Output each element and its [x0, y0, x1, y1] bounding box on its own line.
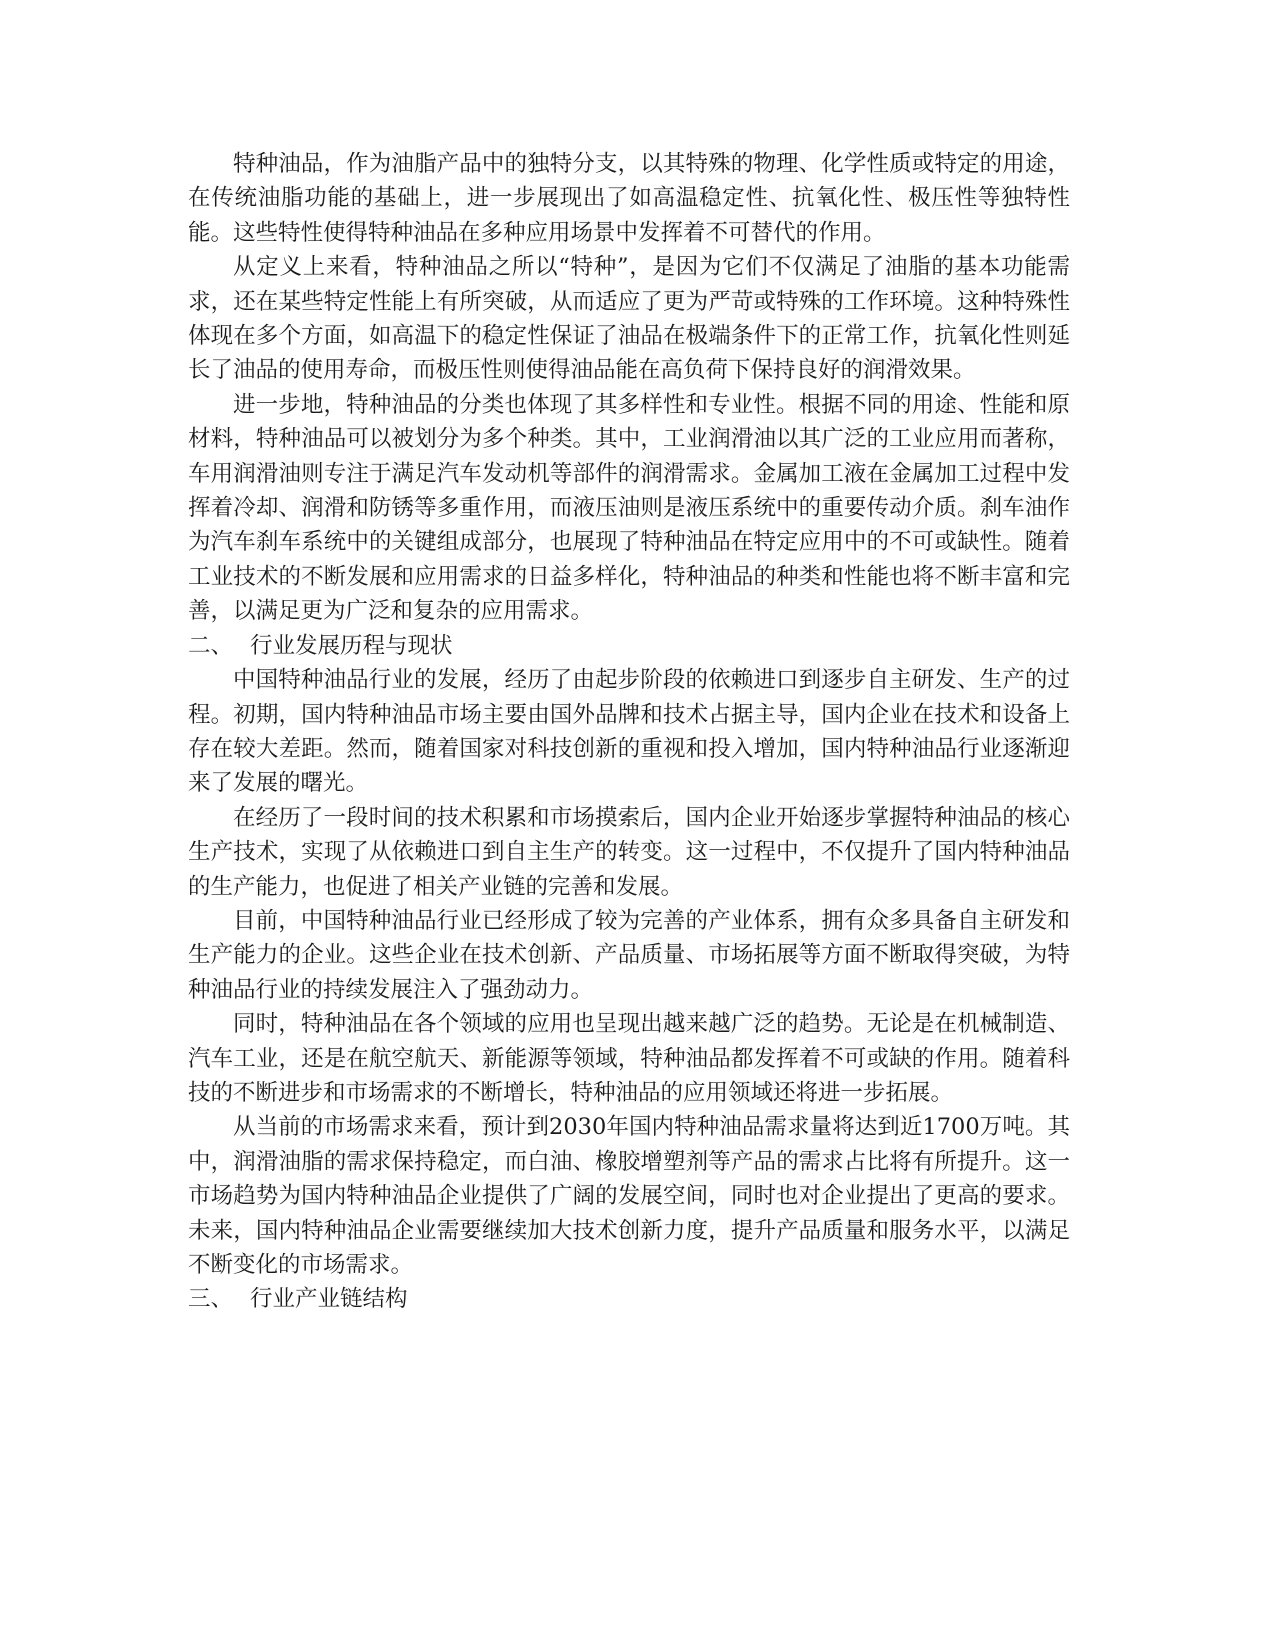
- section-number: 二、: [188, 632, 234, 659]
- body-paragraph: 中国特种油品行业的发展，经历了由起步阶段的依赖进口到逐步自主研发、生产的过程。初期，国内特种油品市场主要由国外品牌和技术占据主导，国内企业在技术和设备上存在较大差距。然而，随着国家对科技创新的重视和投入增加，国内特种油品行业逐渐迎来了发展的曙光。: [188, 667, 1070, 797]
- section-heading-3: [188, 1282, 1070, 1316]
- body-paragraph: 目前，中国特种油品行业已经形成了较为完善的产业体系，拥有众多具备自主研发和生产能力的企业。这些企业在技术创新、产品质量、市场拓展等方面不断取得突破，为特种油品行业的持续发展注入了强劲动力。: [188, 907, 1070, 1003]
- section-title: 行业发展历程与现状: [250, 632, 453, 659]
- section-heading-2: [188, 629, 1070, 663]
- section-title: 行业产业链结构: [250, 1286, 408, 1313]
- body-paragraph: 同时，特种油品在各个领域的应用也呈现出越来越广泛的趋势。无论是在机械制造、汽车工业，还是在航空航天、新能源等领域，特种油品都发挥着不可或缺的作用。随着科技的不断进步和市场需求的不断增长，特种油品的应用领域还将进一步拓展。: [188, 1011, 1070, 1106]
- body-paragraph: 从定义上来看，特种油品之所以“特种”，是因为它们不仅满足了油脂的基本功能需求，还在某些特定性能上有所突破，从而适应了更为严苛或特殊的工作环境。这种特殊性体现在多个方面，如高温下的稳定性保证了油品在极端条件下的正常工作，抗氧化性则延长了油品的使用寿命，而极压性则使得油品能在高负荷下保持良好的润滑效果。: [188, 254, 1070, 384]
- body-paragraph: 特种油品，作为油脂产品中的独特分支，以其特殊的物理、化学性质或特定的用途，在传统油脂功能的基础上，进一步展现出了如高温稳定性、抗氧化性、极压性等独特性能。这些特性使得特种油品在多种应用场景中发挥着不可替代的作用。: [188, 151, 1070, 246]
- section-number: 三、: [188, 1286, 234, 1313]
- body-paragraph: 在经历了一段时间的技术积累和市场摸索后，国内企业开始逐步掌握特种油品的核心生产技术，实现了从依赖进口到自主生产的转变。这一过程中，不仅提升了国内特种油品的生产能力，也促进了相关产业链的完善和发展。: [188, 804, 1070, 900]
- body-paragraph: 从当前的市场需求来看，预计到2030年国内特种油品需求量将达到近1700万吨。其中，润滑油脂的需求保持稳定，而白油、橡胶增塑剂等产品的需求占比将有所提升。这一市场趋势为国内特种油品企业提供了广阔的发展空间，同时也对企业提出了更高的要求。未来，国内特种油品企业需要继续加大技术创新力度，提升产品质量和服务水平，以满足不断变化的市场需求。: [188, 1114, 1070, 1278]
- body-paragraph: 进一步地，特种油品的分类也体现了其多样性和专业性。根据不同的用途、性能和原材料，特种油品可以被划分为多个种类。其中，工业润滑油以其广泛的工业应用而著称，车用润滑油则专注于满足汽车发动机等部件的润滑需求。金属加工液在金属加工过程中发挥着冷却、润滑和防锈等多重作用，而液压油则是液压系统中的重要传动介质。刹车油作为汽车刹车系统中的关键组成部分，也展现了特种油品在特定应用中的不可或缺性。随着工业技术的不断发展和应用需求的日益多样化，特种油品的种类和性能也将不断丰富和完善，以满足更为广泛和复杂的应用需求。: [188, 391, 1070, 625]
- document-page: [188, 147, 1070, 1317]
